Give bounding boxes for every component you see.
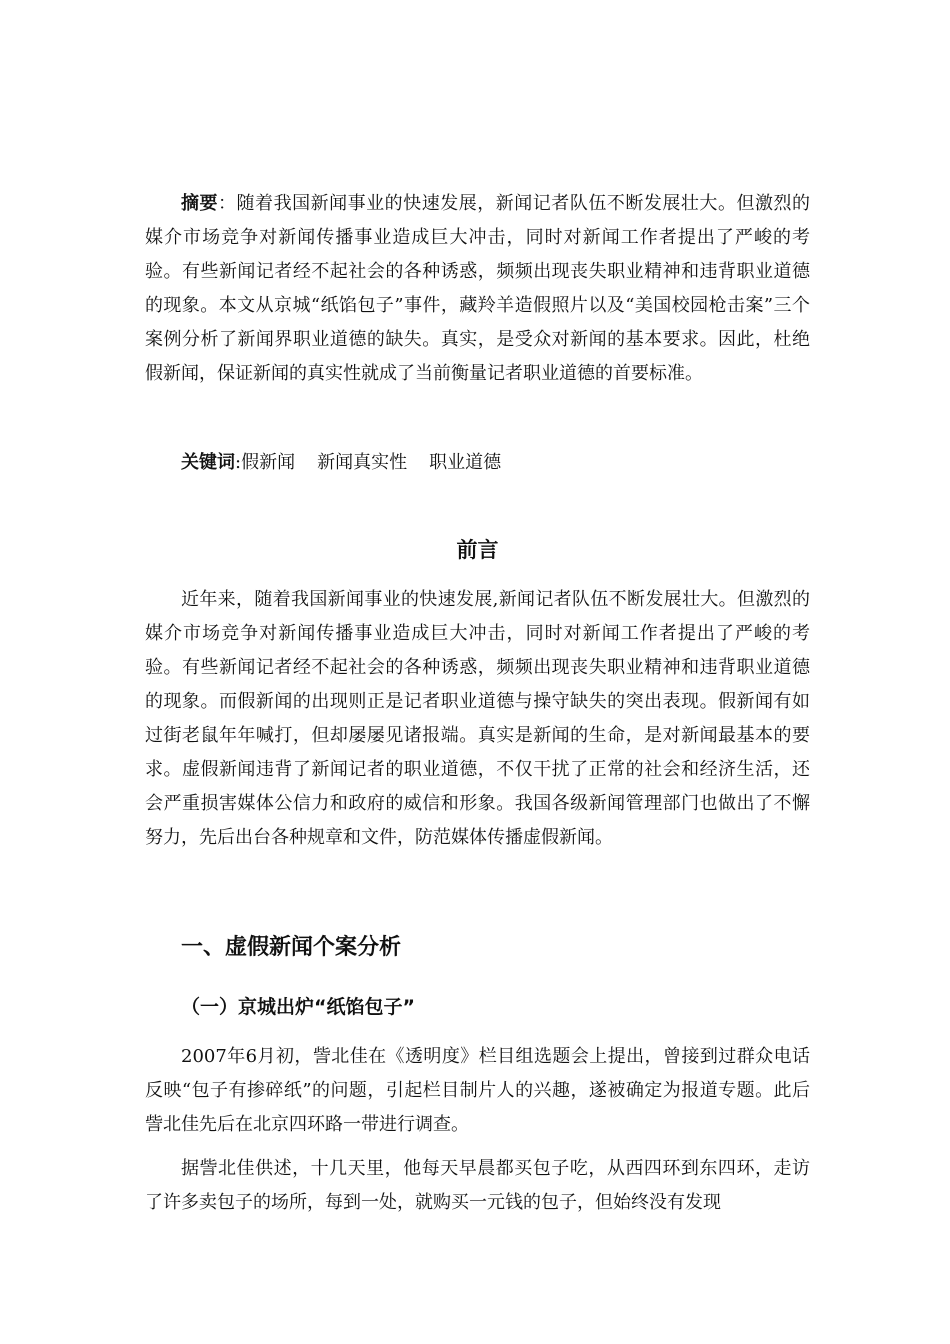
section-heading: 一、虚假新闻个案分析 (181, 935, 402, 960)
keyword-item: 新闻真实性 (317, 452, 408, 473)
body-paragraph: 据訾北佳供述，十几天里，他每天早晨都买包子吃，从西四环到东四环，走访了许多卖包子的场所，每到一处，就购买一元钱的包子，但始终没有发现 (145, 1158, 810, 1213)
keyword-item: 职业道德 (429, 452, 502, 473)
abstract-paragraph (145, 187, 810, 391)
abstract-label: 摘要 (181, 193, 219, 214)
keywords-label: 关键词 (181, 452, 235, 473)
body-paragraph: 2007年6月初，訾北佳在《透明度》栏目组选题会上提出，曾接到过群众电话反映“包子有掺碎纸”的问题，引起栏目制片人的兴趣，遂被确定为报道专题。此后訾北佳先后在北京四环路一带进行调查。 (145, 1046, 810, 1135)
abstract-text: 随着我国新闻事业的快速发展，新闻记者队伍不断发展壮大。但激烈的媒介市场竞争对新闻传播事业造成巨大冲击，同时对新闻工作者提出了严峻的考验。有些新闻记者经不起社会的各种诱惑，频频出现丧失职业精神和违背职业道德的现象。本文从京城“纸馅包子”事件，藏羚羊造假照片以及“美国校园枪击案”三个案例分析了新闻界职业道德的缺失。真实，是受众对新闻的基本要求。因此，杜绝假新闻，保证新闻的真实性就成了当前衡量记者职业道德的首要标准。 (145, 193, 810, 384)
keywords-line (145, 446, 810, 480)
subsection-heading: （一）京城出炉“纸馅包子” (181, 996, 415, 1018)
preface-paragraph: 近年来，随着我国新闻事业的快速发展,新闻记者队伍不断发展壮大。但激烈的媒介市场竞争对新闻传播事业造成巨大冲击，同时对新闻工作者提出了严峻的考验。有些新闻记者经不起社会的各种诱惑，频频出现丧失职业精神和违背职业道德的现象。而假新闻的出现则正是记者职业道德与操守缺失的突出表现。假新闻有如过街老鼠年年喊打，但却屡屡见诸报端。真实是新闻的生命，是对新闻最基本的要求。虚假新闻违背了新闻记者的职业道德，不仅干扰了正常的社会和经济生活，还会严重损害媒体公信力和政府的威信和形象。我国各级新闻管理部门也做出了不懈努力，先后出台各种规章和文件，防范媒体传播虚假新闻。 (145, 589, 810, 848)
preface-title: 前言 (456, 538, 499, 562)
keywords-separator: : (235, 452, 242, 473)
abstract-separator: ： (218, 193, 237, 214)
keyword-item: 假新闻 (241, 452, 296, 473)
